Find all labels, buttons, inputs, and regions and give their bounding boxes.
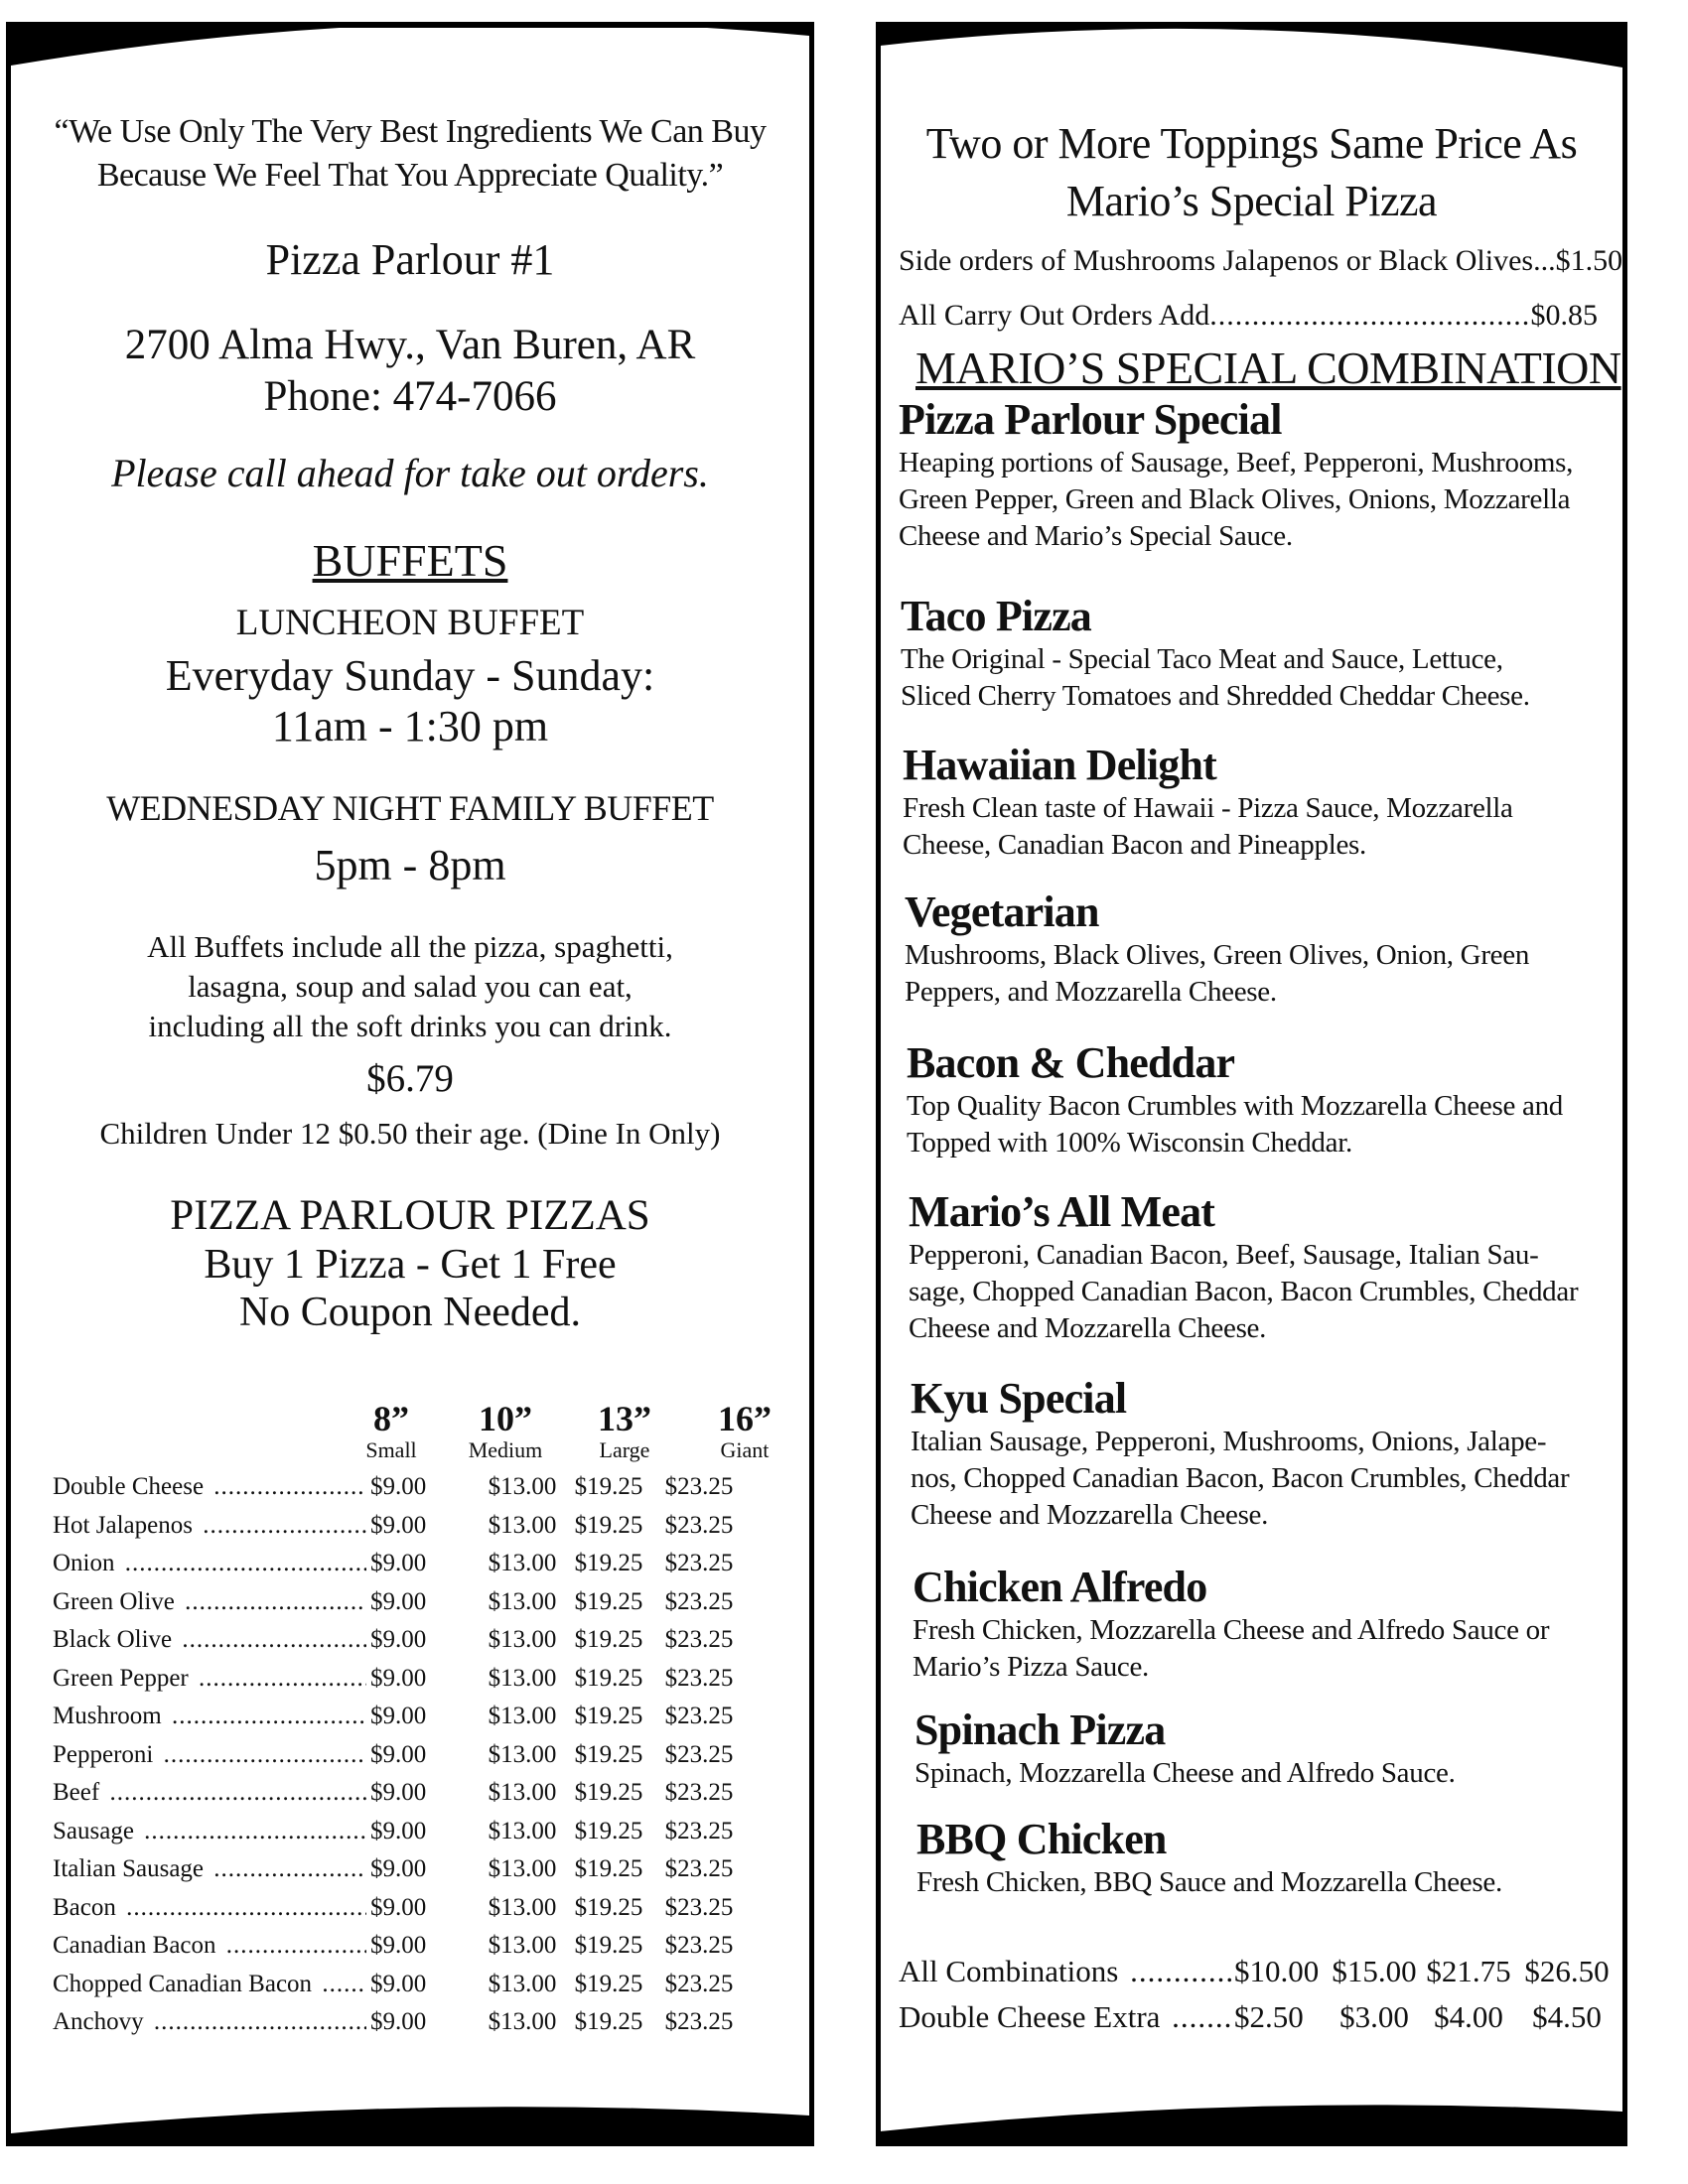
buffet-description-line-2: lasagna, soup and salad you can eat, <box>188 969 633 1004</box>
combination-item <box>916 1815 1612 1901</box>
price-cell: $23.25 <box>664 1855 734 1882</box>
combination-description-line: Topped with 100% Wisconsin Cheddar. <box>907 1127 1352 1159</box>
size-label: Small <box>365 1437 417 1462</box>
pizza-name: Chopped Canadian Bacon <box>53 1971 315 1997</box>
combination-description-line: Spinach, Mozzarella Cheese and Alfredo Sauce. <box>914 1757 1456 1789</box>
size-header-small <box>337 1400 446 1463</box>
combination-description-line: The Original - Special Taco Meat and Sauce, Lettuce, <box>901 643 1503 675</box>
price-row <box>53 1932 807 1970</box>
total-label-leader <box>899 1954 1232 1989</box>
pizza-name: Pepperoni <box>53 1741 156 1768</box>
store-address: 2700 Alma Hwy., Van Buren, AR <box>124 322 696 368</box>
pizza-name-leader <box>53 1894 366 1922</box>
price-cell: $13.00 <box>488 1932 557 1959</box>
luncheon-buffet-label: LUNCHEON BUFFET <box>235 603 585 643</box>
quality-quote: “We Use Only The Very Best Ingredients We Can Buy Because We Feel That You Appreciate Quality.” <box>54 113 767 194</box>
price-cell: $23.25 <box>664 1511 734 1539</box>
price-cell: $13.00 <box>488 1970 557 1997</box>
price-cell: $9.00 <box>370 1473 427 1500</box>
combination-description-line: Top Quality Bacon Crumbles with Mozzarella Cheese and <box>907 1090 1563 1122</box>
price-row <box>53 1703 807 1740</box>
price-cell: $23.25 <box>664 1664 734 1692</box>
price-cell: $13.00 <box>488 1740 557 1768</box>
price-cell: $23.25 <box>664 2008 734 2035</box>
size-label: Medium <box>468 1437 543 1462</box>
combination-name: Mario’s All Meat <box>909 1187 1215 1236</box>
pizza-name-leader <box>53 1512 366 1540</box>
price-row <box>53 1512 807 1550</box>
toppings-note-line-2: Mario’s Special Pizza <box>1065 177 1438 225</box>
price-cell: $23.25 <box>664 1740 734 1768</box>
total-price-cell: $26.50 <box>1524 1954 1610 1988</box>
top-curve-decoration <box>881 28 1622 97</box>
combination-description-line: Fresh Clean taste of Hawaii - Pizza Sauce, Mozzarella <box>903 792 1513 824</box>
pizza-name: Anchovy <box>53 2008 147 2035</box>
price-cell: $13.00 <box>488 1587 557 1615</box>
family-buffet-hours: 5pm - 8pm <box>314 841 506 889</box>
pizza-promo-line-2: No Coupon Needed. <box>238 1290 582 1335</box>
family-buffet-label: WEDNESDAY NIGHT FAMILY BUFFET <box>106 788 714 828</box>
price-cell: $9.00 <box>370 1550 427 1576</box>
price-row <box>53 1473 807 1511</box>
combination-description-line: Fresh Chicken, Mozzarella Cheese and Alfredo Sauce or <box>913 1614 1550 1646</box>
price-row <box>53 1741 807 1779</box>
size-inches: 13” <box>598 1399 651 1438</box>
price-cell: $19.25 <box>574 1970 643 1997</box>
combination-description-line: Sliced Cherry Tomatoes and Shredded Cheddar Cheese. <box>901 680 1530 712</box>
total-price-cell: $10.00 <box>1234 1954 1320 1988</box>
size-label: Large <box>599 1437 650 1462</box>
price-row <box>53 1971 807 2008</box>
pizza-name-leader <box>53 1855 366 1883</box>
carry-out-line <box>899 299 1598 333</box>
pizza-name: Bacon <box>53 1894 119 1921</box>
price-cell: $19.25 <box>574 1855 643 1882</box>
price-cell: $9.00 <box>370 1703 427 1729</box>
total-price-cell: $3.00 <box>1339 1999 1409 2034</box>
price-cell: $19.25 <box>574 1550 643 1576</box>
combination-name: Hawaiian Delight <box>903 741 1216 789</box>
price-cell: $13.00 <box>488 1855 557 1882</box>
total-price-cell: $2.50 <box>1234 1999 1304 2034</box>
price-cell: $23.25 <box>664 1817 734 1844</box>
price-row <box>53 1588 807 1626</box>
luncheon-buffet-days: Everyday Sunday - Sunday: <box>165 651 655 700</box>
price-row <box>53 1855 807 1893</box>
combination-total-row <box>899 1954 1614 1997</box>
pizza-name-leader <box>53 1779 366 1807</box>
buffet-description-line-1: All Buffets include all the pizza, spaghetti, <box>147 929 673 964</box>
combination-item <box>901 592 1596 715</box>
pizza-promo-line-1: Buy 1 Pizza - Get 1 Free <box>204 1242 617 1288</box>
total-label: All Combinations <box>899 1954 1121 1988</box>
price-row <box>53 1665 807 1703</box>
price-cell: $9.00 <box>370 1626 427 1653</box>
pizza-name-leader <box>53 1741 366 1769</box>
combination-description-line: Mario’s Pizza Sauce. <box>913 1651 1150 1683</box>
dot-leader <box>1209 299 1530 333</box>
combination-name: BBQ Chicken <box>916 1815 1167 1863</box>
combination-item <box>913 1563 1608 1686</box>
price-cell: $23.25 <box>664 1550 734 1576</box>
pizza-name-leader <box>53 1665 366 1693</box>
price-cell: $9.00 <box>370 1779 427 1806</box>
price-cell: $23.25 <box>664 1703 734 1729</box>
price-cell: $19.25 <box>574 1703 643 1729</box>
combination-item <box>899 395 1594 555</box>
pizza-name: Double Cheese <box>53 1473 207 1500</box>
pizzas-heading: PIZZA PARLOUR PIZZAS <box>170 1192 650 1239</box>
pizza-name: Hot Jalapenos <box>53 1512 196 1539</box>
buffet-description-line-3: including all the soft drinks you can drink. <box>148 1009 672 1043</box>
price-cell: $9.00 <box>370 1587 427 1615</box>
call-ahead-note: Please call ahead for take out orders. <box>111 451 709 495</box>
price-cell: $23.25 <box>664 1932 734 1959</box>
price-cell: $23.25 <box>664 1626 734 1653</box>
price-cell: $13.00 <box>488 1817 557 1844</box>
price-cell: $23.25 <box>664 1473 734 1500</box>
combination-description-line: nos, Chopped Canadian Bacon, Bacon Crumbles, Cheddar <box>911 1462 1570 1494</box>
left-menu-panel <box>6 22 814 2146</box>
size-inches: 8” <box>373 1399 409 1438</box>
price-cell: $13.00 <box>488 1893 557 1921</box>
price-cell: $19.25 <box>574 1511 643 1539</box>
combination-description-line: sage, Chopped Canadian Bacon, Bacon Crumbles, Cheddar <box>909 1276 1579 1307</box>
pizza-name-leader <box>53 1588 366 1616</box>
pizza-name-leader <box>53 2008 366 2036</box>
combination-total-row <box>899 1999 1614 2043</box>
total-price-cell: $21.75 <box>1426 1954 1511 1988</box>
size-inches: 16” <box>718 1399 772 1438</box>
combination-heading: MARIO’S SPECIAL COMBINATION <box>915 342 1621 393</box>
price-cell: $19.25 <box>574 1587 643 1615</box>
pizza-name-leader <box>53 1971 366 1998</box>
size-header-large <box>570 1400 679 1463</box>
total-label: Double Cheese Extra <box>899 1999 1163 2034</box>
combination-item <box>909 1187 1604 1347</box>
price-cell: $9.00 <box>370 1511 427 1539</box>
price-row <box>53 2008 807 2046</box>
combination-description-line: Fresh Chicken, BBQ Sauce and Mozzarella Cheese. <box>916 1866 1502 1898</box>
luncheon-buffet-hours: 11am - 1:30 pm <box>271 702 549 751</box>
price-cell: $19.25 <box>574 1779 643 1806</box>
combination-description-line: Pepperoni, Canadian Bacon, Beef, Sausage, Italian Sau- <box>909 1239 1539 1271</box>
pizza-name: Black Olive <box>53 1626 175 1653</box>
combination-description-line: Cheese and Mario’s Special Sauce. <box>899 520 1293 552</box>
price-row <box>53 1894 807 1932</box>
pizza-name-leader <box>53 1626 366 1654</box>
store-phone: Phone: 474-7066 <box>263 373 557 420</box>
price-row <box>53 1818 807 1855</box>
toppings-note-line-1: Two or More Toppings Same Price As <box>925 119 1578 168</box>
combination-description-line: Cheese and Mozzarella Cheese. <box>909 1312 1267 1344</box>
price-cell: $19.25 <box>574 1664 643 1692</box>
combination-item <box>907 1038 1602 1161</box>
pizza-name: Green Olive <box>53 1588 178 1615</box>
price-cell: $9.00 <box>370 1664 427 1692</box>
top-curve-decoration <box>11 28 809 97</box>
pizza-name: Green Pepper <box>53 1665 192 1692</box>
pizza-name: Mushroom <box>53 1703 165 1729</box>
price-cell: $19.25 <box>574 1626 643 1653</box>
combination-name: Kyu Special <box>911 1374 1127 1423</box>
price-cell: $23.25 <box>664 1893 734 1921</box>
children-pricing-note: Children Under 12 $0.50 their age. (Dine In Only) <box>99 1116 721 1151</box>
total-label-leader <box>899 1999 1232 2035</box>
price-cell: $19.25 <box>574 1932 643 1959</box>
combination-name: Bacon & Cheddar <box>907 1038 1235 1087</box>
combination-description-line: Peppers, and Mozzarella Cheese. <box>905 976 1277 1008</box>
price-cell: $9.00 <box>370 1893 427 1921</box>
combination-description-line: Cheese and Mozzarella Cheese. <box>911 1499 1269 1531</box>
combination-description-line: Green Pepper, Green and Black Olives, Onions, Mozzarella <box>899 483 1571 515</box>
price-cell: $9.00 <box>370 1855 427 1882</box>
combination-item <box>914 1706 1610 1792</box>
total-price-cell: $4.50 <box>1532 1999 1602 2034</box>
price-row <box>53 1550 807 1587</box>
price-cell: $13.00 <box>488 1779 557 1806</box>
price-cell: $13.00 <box>488 1664 557 1692</box>
pizza-name: Sausage <box>53 1818 137 1844</box>
combination-item <box>905 887 1600 1011</box>
carry-out-price: $0.85 <box>1530 299 1598 332</box>
size-inches: 10” <box>479 1399 532 1438</box>
bottom-curve-decoration <box>11 2072 809 2141</box>
price-cell: $9.00 <box>370 1740 427 1768</box>
price-cell: $19.25 <box>574 1473 643 1500</box>
combination-description-line: Mushrooms, Black Olives, Green Olives, Onion, Green <box>905 939 1530 971</box>
price-cell: $19.25 <box>574 1740 643 1768</box>
pizza-name: Beef <box>53 1779 102 1806</box>
combination-name: Pizza Parlour Special <box>899 395 1282 444</box>
pizza-name: Italian Sausage <box>53 1855 207 1882</box>
bottom-curve-decoration <box>881 2072 1622 2141</box>
price-cell: $23.25 <box>664 1587 734 1615</box>
store-name: Pizza Parlour #1 <box>265 235 555 284</box>
pizza-name-leader <box>53 1473 366 1501</box>
buffet-price: $6.79 <box>366 1057 454 1100</box>
price-cell: $13.00 <box>488 1550 557 1576</box>
price-row <box>53 1626 807 1664</box>
price-cell: $13.00 <box>488 1511 557 1539</box>
buffets-heading: BUFFETS <box>312 535 508 586</box>
combination-description-line: Italian Sausage, Pepperoni, Mushrooms, Onions, Jalape- <box>911 1426 1547 1457</box>
combination-description-line: Cheese, Canadian Bacon and Pineapples. <box>903 829 1366 861</box>
price-cell: $9.00 <box>370 1932 427 1959</box>
price-cell: $19.25 <box>574 2008 643 2035</box>
combination-name: Spinach Pizza <box>914 1706 1166 1754</box>
combination-item <box>911 1374 1606 1534</box>
price-cell: $19.25 <box>574 1817 643 1844</box>
price-cell: $23.25 <box>664 1779 734 1806</box>
price-cell: $13.00 <box>488 1473 557 1500</box>
price-cell: $9.00 <box>370 1970 427 1997</box>
side-orders-line: Side orders of Mushrooms Jalapenos or Black Olives...$1.50 <box>899 244 1623 277</box>
size-header-medium <box>451 1400 560 1463</box>
price-row <box>53 1779 807 1817</box>
total-price-cell: $15.00 <box>1332 1954 1417 1988</box>
pizza-name-leader <box>53 1818 366 1845</box>
pizza-name-leader <box>53 1550 366 1577</box>
combination-item <box>903 741 1598 864</box>
size-label: Giant <box>720 1437 770 1462</box>
combination-name: Taco Pizza <box>901 592 1091 640</box>
price-cell: $19.25 <box>574 1893 643 1921</box>
combination-name: Vegetarian <box>905 887 1099 936</box>
price-cell: $13.00 <box>488 2008 557 2035</box>
price-cell: $23.25 <box>664 1970 734 1997</box>
carry-out-label: All Carry Out Orders Add <box>899 299 1210 332</box>
combination-name: Chicken Alfredo <box>913 1563 1207 1611</box>
pizza-name-leader <box>53 1932 366 1960</box>
price-cell: $9.00 <box>370 2008 427 2035</box>
size-header-giant <box>690 1400 799 1463</box>
price-cell: $13.00 <box>488 1626 557 1653</box>
right-menu-panel <box>876 22 1627 2146</box>
combination-description-line: Heaping portions of Sausage, Beef, Pepperoni, Mushrooms, <box>899 447 1574 478</box>
pizza-name: Canadian Bacon <box>53 1932 219 1959</box>
price-cell: $9.00 <box>370 1817 427 1844</box>
pizza-name-leader <box>53 1703 366 1730</box>
pizza-name: Onion <box>53 1550 118 1576</box>
price-cell: $13.00 <box>488 1703 557 1729</box>
total-price-cell: $4.00 <box>1434 1999 1503 2034</box>
